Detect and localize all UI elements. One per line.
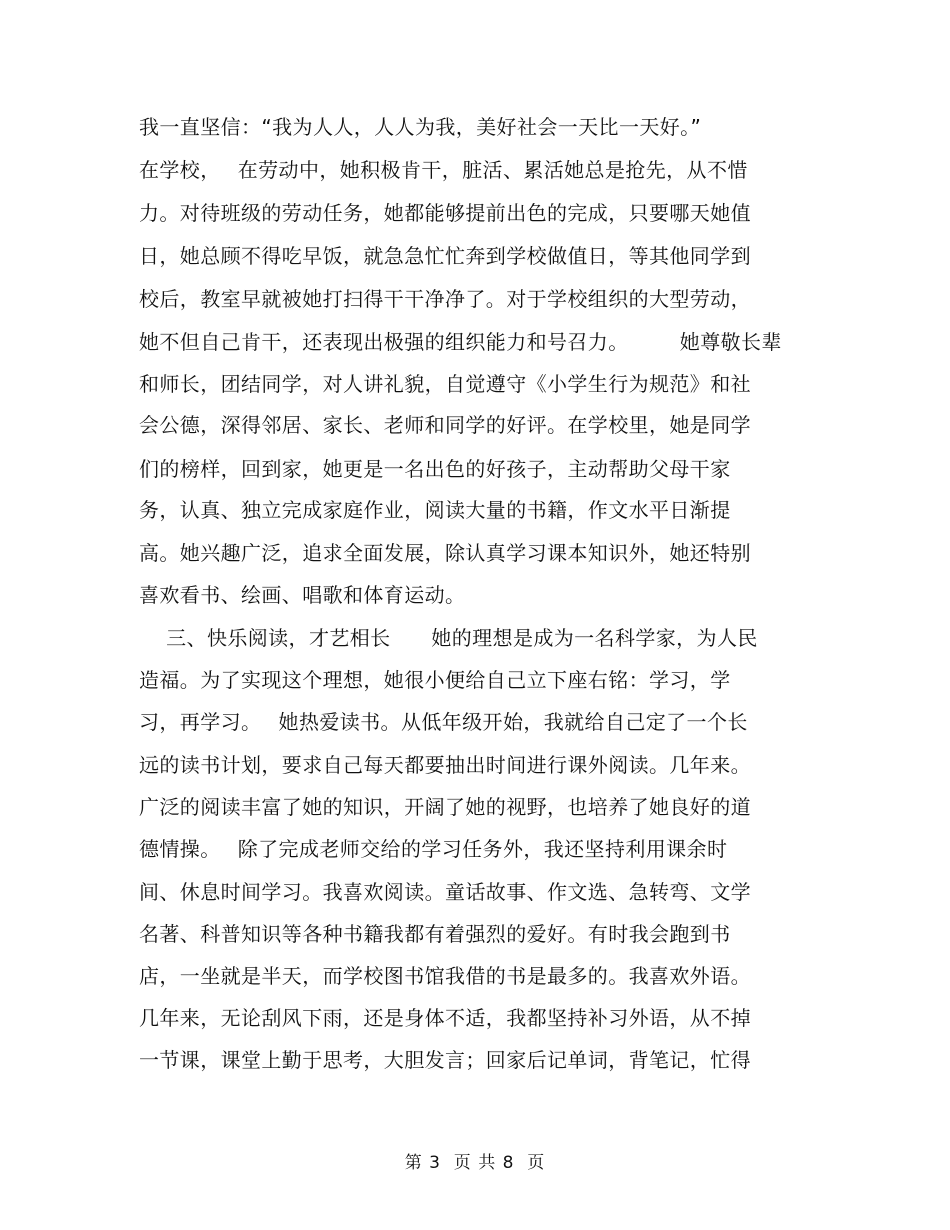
text-line: 一节课，课堂上勤于思考，大胆发言；回家后记单词，背笔记，忙得 — [139, 1048, 751, 1072]
text-line: 名著、科普知识等各种书籍我都有着强烈的爱好。有时我会跑到书 — [139, 922, 731, 946]
page-number: 第 3 页 共 8 页 — [404, 1153, 546, 1173]
text-line: 她不但自己肯干，还表现出极强的组织能力和号召力。 她尊敬长辈 — [139, 330, 782, 354]
text-line: 造福。为了实现这个理想，她很小便给自己立下座右铭：学习，学 — [139, 668, 731, 692]
text-line: 在学校， 在劳动中，她积极肯干，脏活、累活她总是抢先，从不惜 — [139, 158, 748, 182]
text-line: 远的读书计划，要求自己每天都要抽出时间进行课外阅读。几年来。 — [139, 753, 751, 777]
text-line: 日，她总顾不得吃早饭，就急急忙忙奔到学校做值日，等其他同学到 — [139, 244, 751, 268]
text-line: 几年来，无论刮风下雨，还是身体不适，我都坚持补习外语，从不掉 — [139, 1006, 751, 1030]
text-line: 店，一坐就是半天，而学校图书馆我借的书是最多的。我喜欢外语。 — [139, 964, 751, 988]
text-line: 广泛的阅读丰富了她的知识，开阔了她的视野，也培养了她良好的道 — [139, 795, 751, 819]
text-line: 会公德，深得邻居、家长、老师和同学的好评。在学校里，她是同学 — [139, 413, 751, 437]
text-line: 们的榜样，回到家，她更是一名出色的好孩子，主动帮助父母干家 — [139, 457, 731, 481]
text-line: 我一直坚信：“我为人人，人人为我，美好社会一天比一天好。” — [139, 115, 702, 139]
text-line: 务，认真、独立完成家庭作业，阅读大量的书籍，作文水平日渐提 — [139, 498, 731, 522]
text-line: 习，再学习。 她热爱读书。从低年级开始，我就给自己定了一个长 — [139, 710, 748, 734]
text-line: 喜欢看书、绘画、唱歌和体育运动。 — [139, 583, 466, 607]
text-line: 力。对待班级的劳动任务，她都能够提前出色的完成，只要哪天她值 — [139, 201, 751, 225]
text-line: 和师长，团结同学，对人讲礼貌，自觉遵守《小学生行为规范》和社 — [139, 372, 751, 396]
text-line: 校后，教室早就被她打扫得干干净净了。对于学校组织的大型劳动， — [139, 287, 751, 311]
text-line: 高。她兴趣广泛，追求全面发展，除认真学习课本知识外，她还特别 — [139, 541, 751, 565]
text-line: 间、休息时间学习。我喜欢阅读。童话故事、作文选、急转弯、文学 — [139, 880, 751, 904]
section-heading-line: 三、快乐阅读，才艺相长 她的理想是成为一名科学家，为人民 — [139, 626, 758, 650]
text-line: 德情操。 除了完成老师交给的学习任务外，我还坚持利用课余时 — [139, 837, 728, 861]
